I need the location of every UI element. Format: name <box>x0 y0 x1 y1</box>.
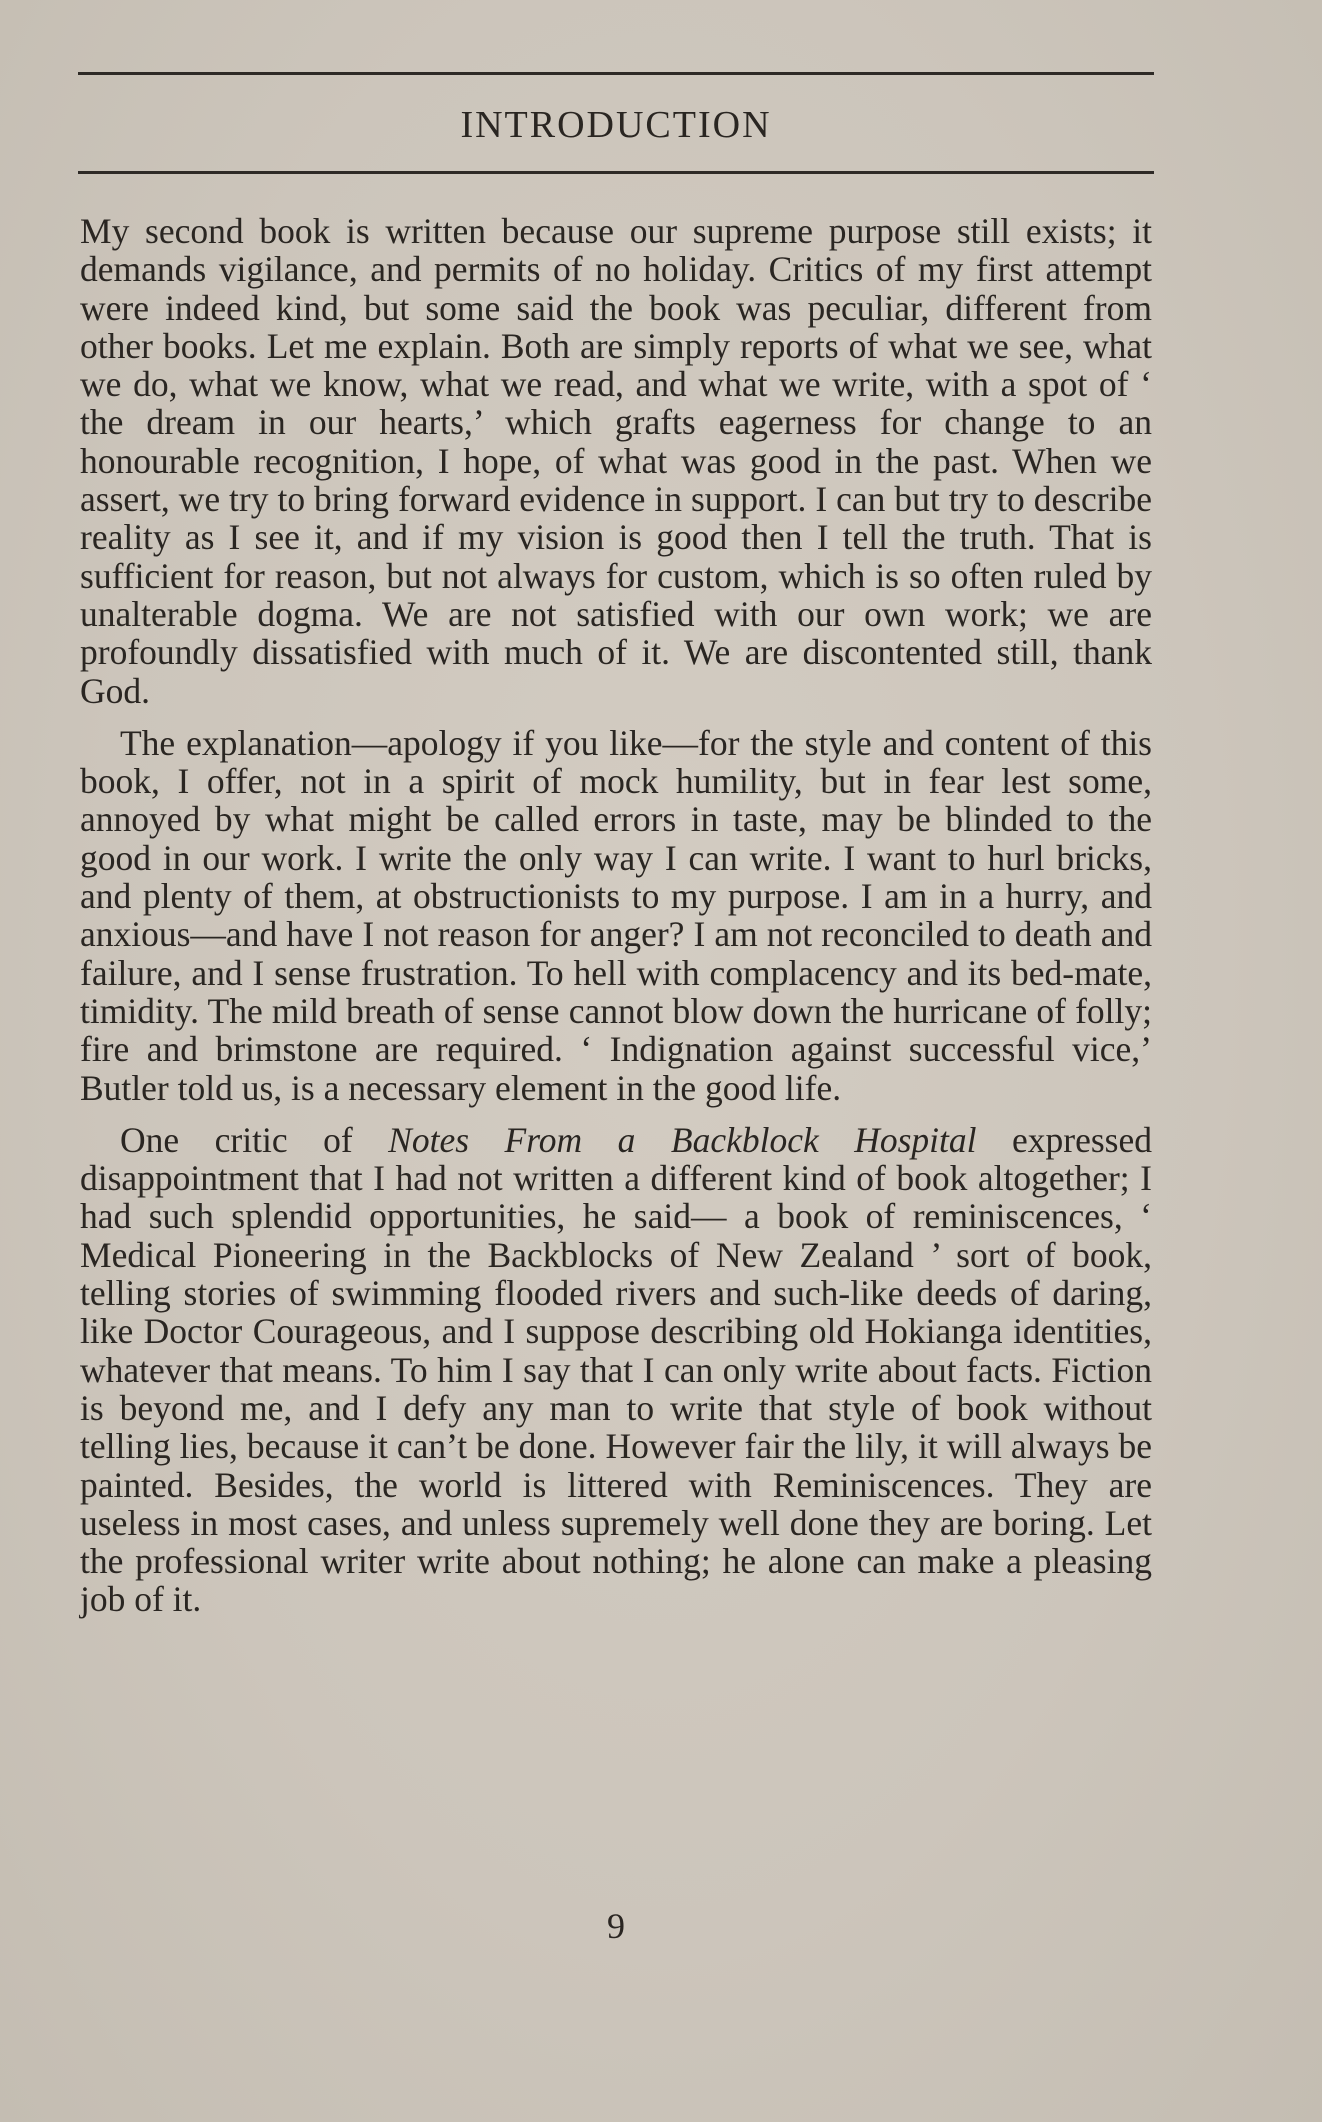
paragraph-text: expressed disappointment that I had not written a different kind of book altogether; I had such splendid opportunities, he said— a book of reminiscences, ‘ Medical Pioneering in the Backblocks of New Zealand ’ sort of book, telling stories of swimming flooded rivers and such-like deeds of daring, like Doctor Courageous, and I suppose describing old Hokianga identities, whatever that means. To him I say that I can only write about facts. Fiction is beyond me, and I defy any man to write that style of book without telling lies, because it can’t be done. However fair the lily, it will always be painted. Besides, the world is littered with Reminiscences. They are useless in most cases, and unless supremely well done they are boring. Let the professional writer write about nothing; he alone can make a pleasing job of it. <box>80 1119 1152 1620</box>
paragraph-3 <box>80 1121 1152 1619</box>
header-top-rule <box>78 72 1154 75</box>
paragraph-text: One critic of <box>120 1119 389 1160</box>
header-bottom-rule <box>78 171 1154 174</box>
body-text <box>80 212 1152 1633</box>
paragraph-text: The explanation—apology if you like—for the style and content of this book, I offer, not in a spirit of mock humility, but in fear lest some, annoyed by what might be called errors in taste, may be blinded to the good in our work. I write the only way I can write. I want to hurl bricks, and plenty of them, at obstructionists to my purpose. I am in a hurry, and anxious—and have I not reason for anger? I am not reconciled to death and failure, and I sense frustration. To hell with complacency and its bed-mate, timidity. The mild breath of sense cannot blow down the hurricane of folly; fire and brimstone are required. ‘ Indignation against successful vice,’ Butler told us, is a necessary element in the good life. <box>80 722 1152 1108</box>
running-head: INTRODUCTION <box>460 104 772 146</box>
paragraph-1 <box>80 212 1152 710</box>
book-title-italic: Notes From a Backblock Hospital <box>388 1119 977 1160</box>
paragraph-2 <box>80 724 1152 1107</box>
page-number: 9 <box>607 1906 625 1946</box>
paragraph-text: My second book is written because our supreme purpose still exists; it demands vigilance, and permits of no holiday. Critics of my first attempt were indeed kind, but some said the book was peculiar, different from other books. Let me explain. Both are simply reports of what we see, what we do, what we know, what we read, and what we write, with a spot of ‘ the dream in our hearts,’ which grafts eagerness for change to an honourable recognition, I hope, of what was good in the past. When we assert, we try to bring forward evidence in support. I can but try to describe reality as I see it, and if my vision is good then I tell the truth. That is sufficient for reason, but not always for custom, which is so often ruled by unalterable dogma. We are not satisfied with our own work; we are profoundly dissatisfied with much of it. We are discontented still, thank God. <box>80 211 1152 711</box>
